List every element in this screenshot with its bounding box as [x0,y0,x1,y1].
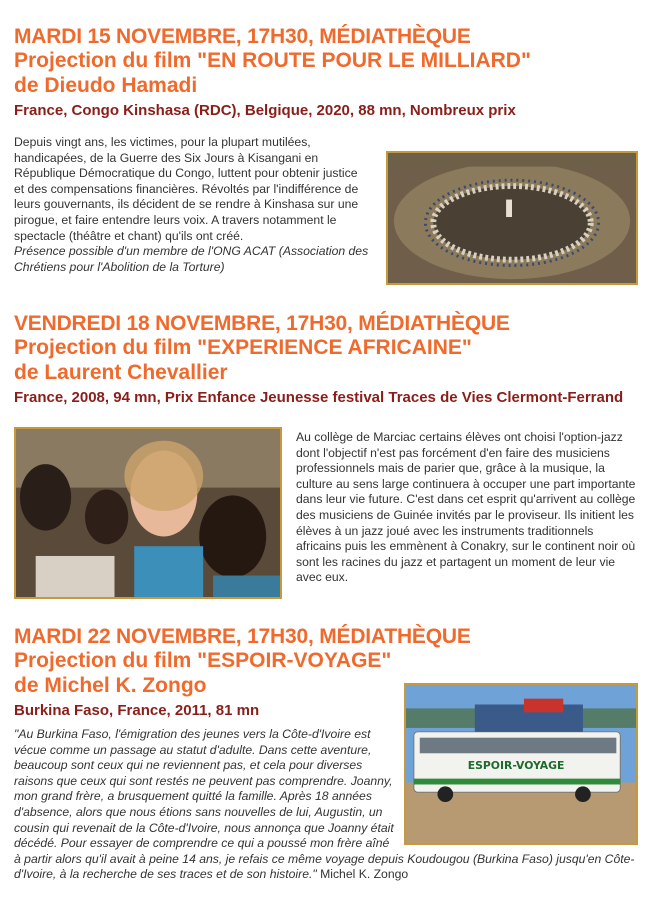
event-2 [14,311,638,408]
event-1-meta: France, Congo Kinshasa (RDC), Belgique, 2020, 88 mn, Nombreux prix [14,102,516,119]
bus-sign: ESPOIR-VOYAGE [467,758,565,772]
crowd-circle-photo [388,153,636,283]
event-2-photo [14,427,282,599]
event-1-text: Depuis vingt ans, les victimes, pour la plupart mutilées, handicapées, de la Guerre des Six Jours à Kisangani en République Démocratique du Congo, luttent pour obtenir justice et des compensations financières. Révoltés par l'indifférence de leurs gouvernants, ils décident de se rendre à Kinshasa sur une pirogue, et faire entendre leurs voix. A travers notamment le spectacle (théâtre et chant) qu'ils ont créé. [14,135,359,243]
event-1-photo [386,151,638,285]
event-3-description [14,727,638,883]
event-2-director: de Laurent Chevallier [14,361,228,384]
event-1-film: Projection du film "EN ROUTE POUR LE MILLIARD" [14,49,531,72]
event-3-author: Michel K. Zongo [316,867,409,882]
event-3-director: de Michel K. Zongo [14,674,207,697]
event-1-note: Présence possible d'un membre de l'ONG ACAT (Association des Chrétiens pour l'Abolition de la Torture) [14,244,369,274]
event-2-description [296,430,636,586]
event-3-meta: Burkina Faso, France, 2011, 81 mn [14,702,260,719]
event-3-title: MARDI 22 NOVEMBRE, 17H30, MÉDIATHÈQUE [14,625,471,648]
event-2-title: VENDREDI 18 NOVEMBRE, 17H30, MÉDIATHÈQUE [14,312,510,335]
students-photo [16,429,280,597]
event-3-text [14,727,638,883]
event-2-meta: France, 2008, 94 mn, Prix Enfance Jeunesse festival Traces de Vies Clermont-Ferrand [14,389,624,406]
photo-wrap-spacer [398,727,638,845]
event-3-film: Projection du film "ESPOIR-VOYAGE" [14,649,392,672]
event-1-title: MARDI 15 NOVEMBRE, 17H30, MÉDIATHÈQUE [14,25,471,48]
event-2-text: Au collège de Marciac certains élèves ont choisi l'option-jazz dont l'objectif n'est pas forcément d'en faire des musiciens professionnels mais de parier que, grâce à la musique, la culture au sens large continuera à occuper une part importante dans leur vie future. C'est dans cet esprit qu'arrivent au collège des musiciens de Guinée invités par le proviseur. Ils initient les élèves à un jazz joué avec les instruments traditionnels africains puis les emmènent à Conakry, sur le continent noir où sont les racines du jazz et partagent un moment de leur vie avec eux. [296,430,636,585]
event-3-quote: "Au Burkina Faso, l'émigration des jeunes vers la Côte-d'Ivoire est vécue comme un passage au statut d'adulte. Dans cette aventure, beaucoup sont ceux qui ne reviennent pas, et cela pour diverses raisons que ceux qui sont restés ne peuvent pas comprendre. Joanny, mon grand frère, a brusquement quitté la famille. Après 18 années d'absence, alors que nous étions sans nouvelles de lui, Augustin, un cousin qui revenait de la Côte-d'Ivoire, nous annonça que Joanny était décédé. Pour essayer de comprendre ce qui a poussé mon frère aîné à partir alors qu'il avait à peine 14 ans, je refais ce même voyage depuis Koudougou (Burkina Faso) jusqu'en Côte-d'Ivoire, à la recherche de ses traces et de son histoire." [14,727,635,882]
event-1-director: de Dieudo Hamadi [14,74,198,97]
event-2-film: Projection du film "EXPERIENCE AFRICAINE" [14,336,472,359]
event-1-description [14,135,370,275]
event-1 [14,24,638,121]
